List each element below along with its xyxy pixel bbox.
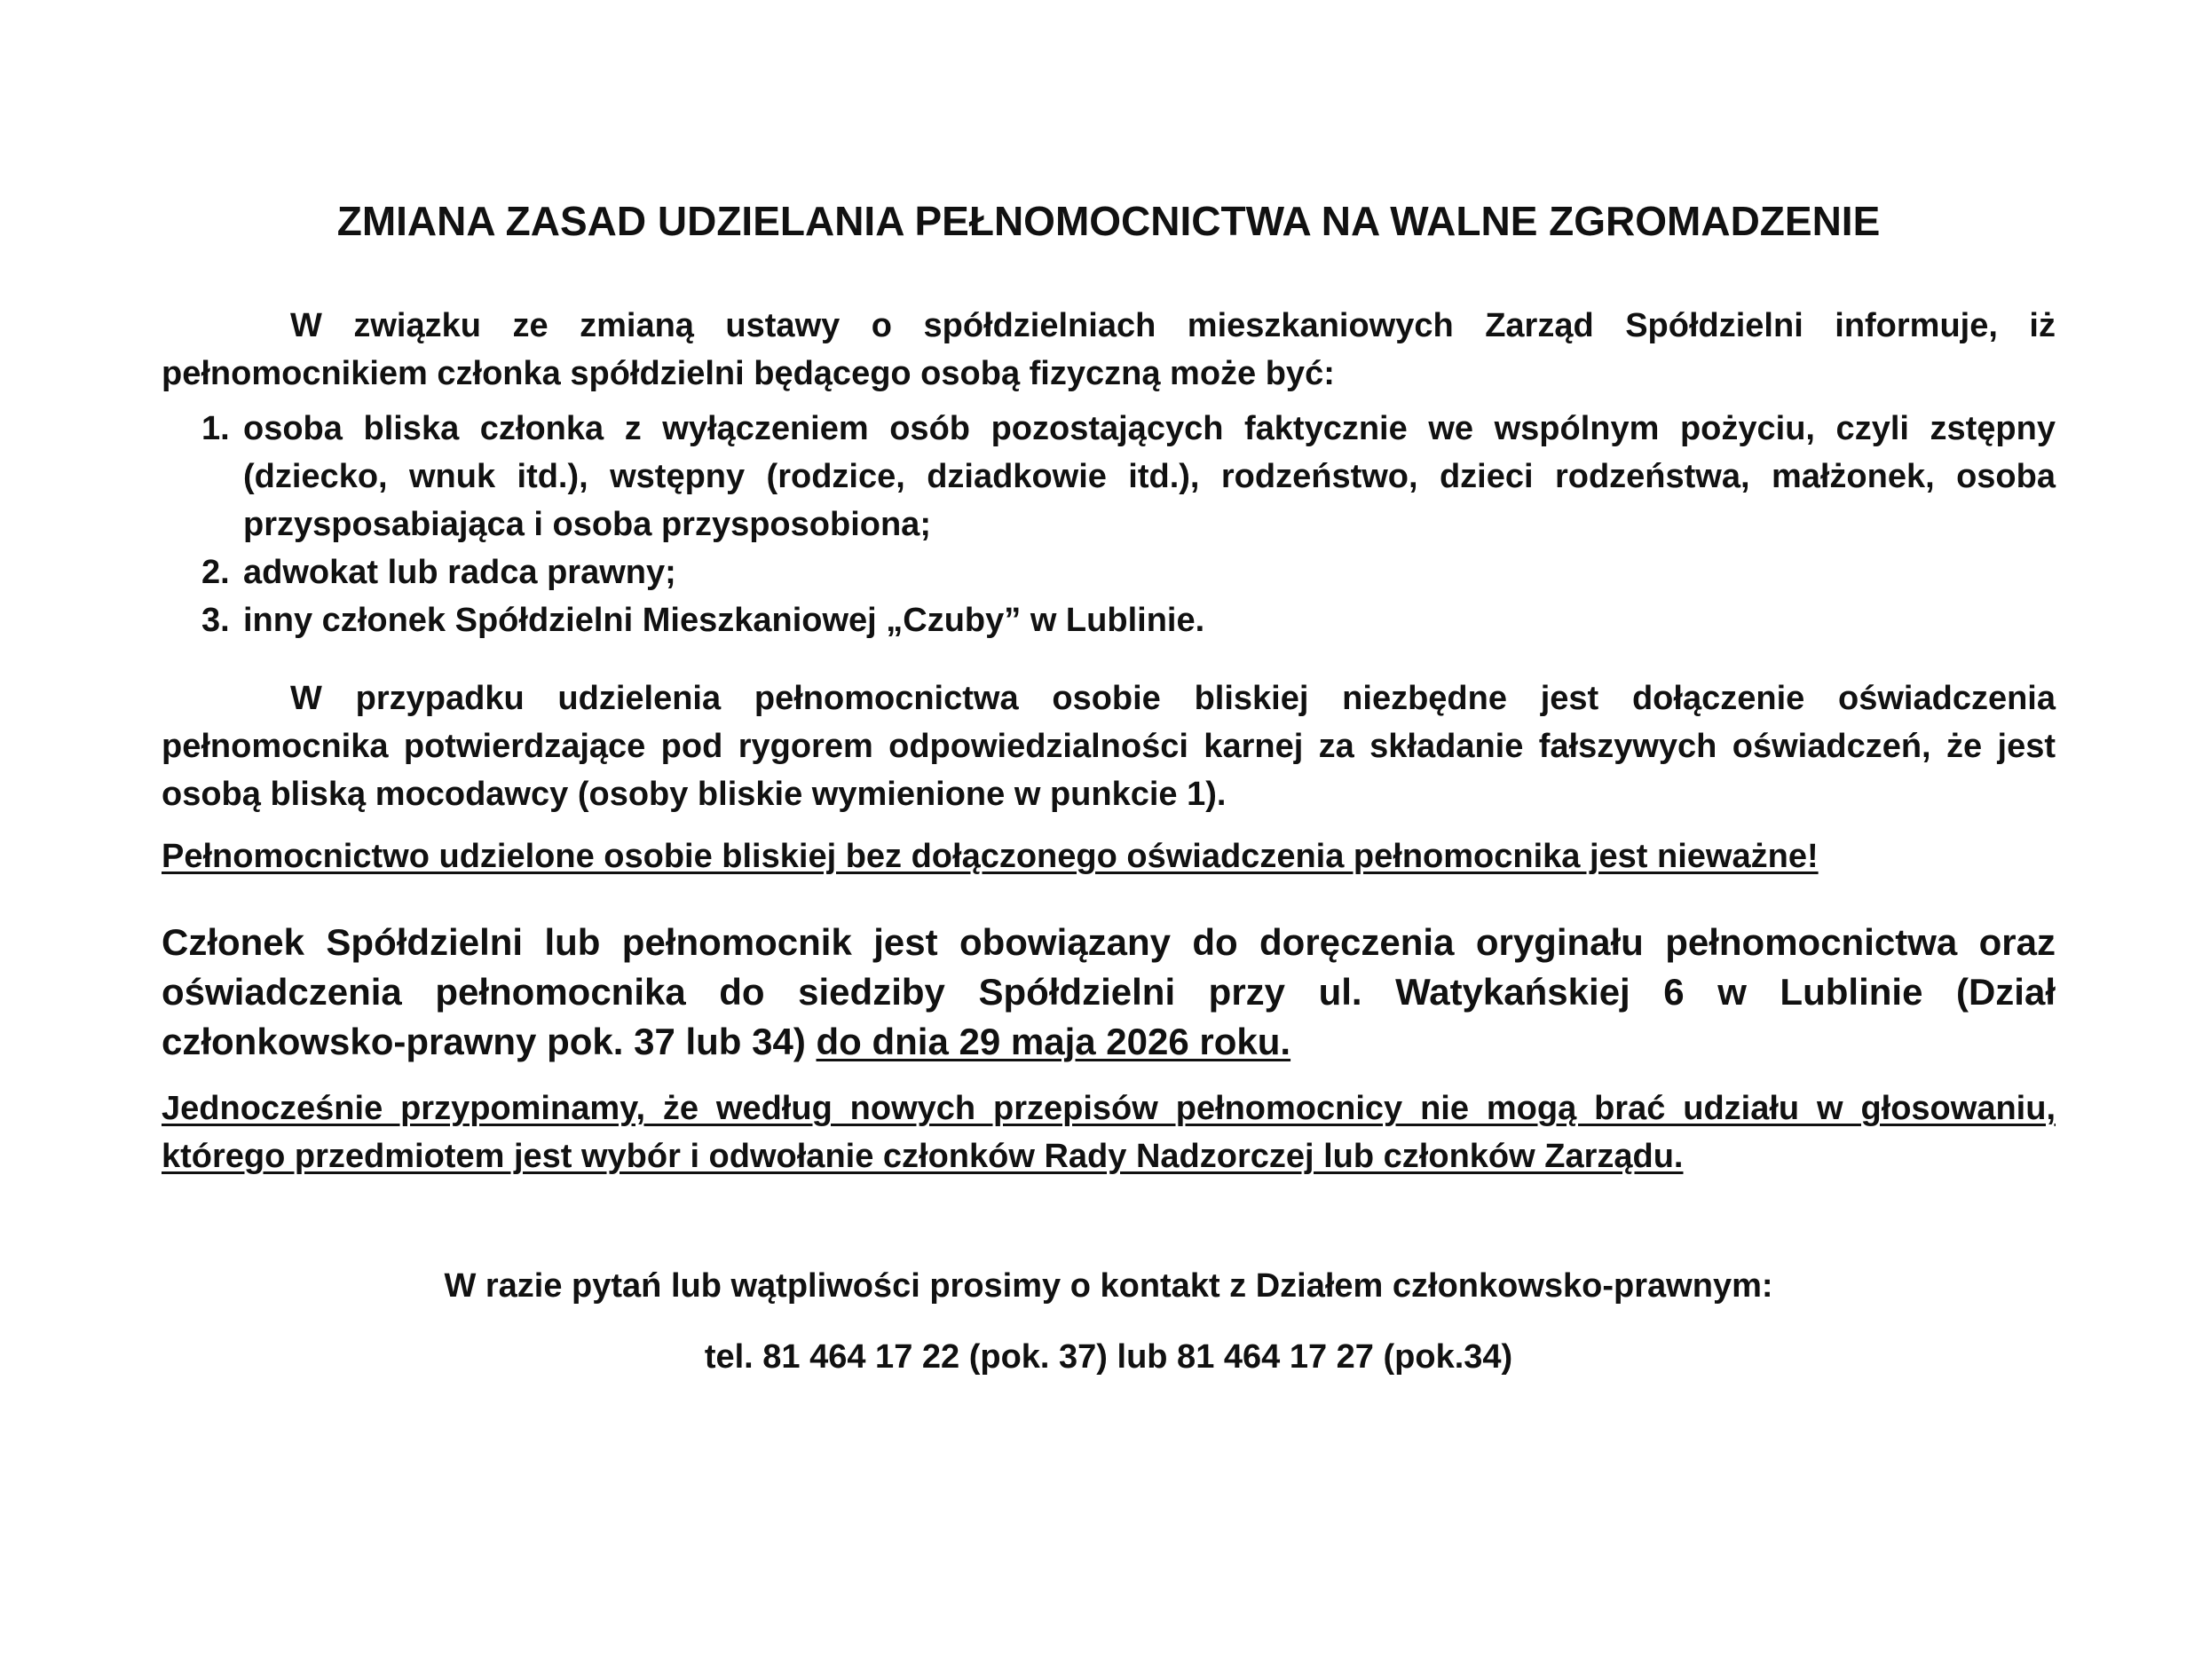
list-item	[201, 548, 2056, 596]
delivery-paragraph	[162, 918, 2056, 1067]
list-item-number: 2.	[201, 554, 230, 591]
list-item-number: 3.	[201, 602, 230, 639]
list-item-text: adwokat lub radca prawny;	[243, 554, 676, 591]
list-item-text: osoba bliska członka z wyłączeniem osób pozostających faktycznie we wspólnym pożyciu, czyli zstępny (dziecko, wnuk itd.), wstępny (rodzice, dziadkowie itd.), rodzeństwo, dzieci rodzeństwa, małżonek, osoba przysposabiająca i osoba przysposobiona;	[243, 410, 2056, 543]
list-item	[201, 405, 2056, 548]
delivery-deadline: do dnia 29 maja 2026 roku.	[816, 1021, 1291, 1062]
document-title: ZMIANA ZASAD UDZIELANIA PEŁNOMOCNICTWA NA WALNE ZGROMADZENIE	[336, 198, 1881, 244]
reminder-paragraph-wrapper	[162, 1085, 2056, 1180]
list-item-text: inny członek Spółdzielni Mieszkaniowej „Czuby” w Lublinie.	[243, 602, 1205, 639]
contact-phones: tel. 81 464 17 22 (pok. 37) lub 81 464 17 27 (pok.34)	[704, 1338, 1513, 1376]
invalid-warning-wrapper	[162, 832, 2056, 880]
intro-paragraph: W związku ze zmianą ustawy o spółdzielniach mieszkaniowych Zarząd Spółdzielni informuje, iż pełnomocnikiem członka spółdzielni będącego osobą fizyczną może być:	[162, 307, 2056, 392]
proxy-list	[201, 405, 2056, 644]
invalid-warning: Pełnomocnictwo udzielone osobie bliskiej bez dołączonego oświadczenia pełnomocnika jest nieważne!	[162, 838, 1819, 875]
reminder-paragraph: Jednocześnie przypominamy, że według nowych przepisów pełnomocnicy nie mogą brać udziału w głosowaniu, którego przedmiotem jest wybór i odwołanie członków Rady Nadzorczej lub członków Zarządu.	[162, 1090, 2056, 1175]
list-item	[201, 596, 2056, 644]
statement-paragraph: W przypadku udzielenia pełnomocnictwa osobie bliskiej niezbędne jest dołączenie oświadczenia pełnomocnika potwierdzające pod rygorem odpowiedzialności karnej za składanie fałszywych oświadczeń, że jest osobą bliską mocodawcy (osoby bliskie wymienione w punkcie 1).	[162, 680, 2056, 813]
list-item-number: 1.	[201, 410, 230, 447]
contact-intro: W razie pytań lub wątpliwości prosimy o kontakt z Działem członkowsko-prawnym:	[444, 1267, 1773, 1305]
delivery-text: Członek Spółdzielni lub pełnomocnik jest obowiązany do doręczenia oryginału pełnomocnictwa oraz oświadczenia pełnomocnika do siedziby Spółdzielni przy ul. Watykańskiej 6 w Lublinie (Dział członkowsko-prawny pok. 37 lub 34)	[162, 921, 2056, 1062]
